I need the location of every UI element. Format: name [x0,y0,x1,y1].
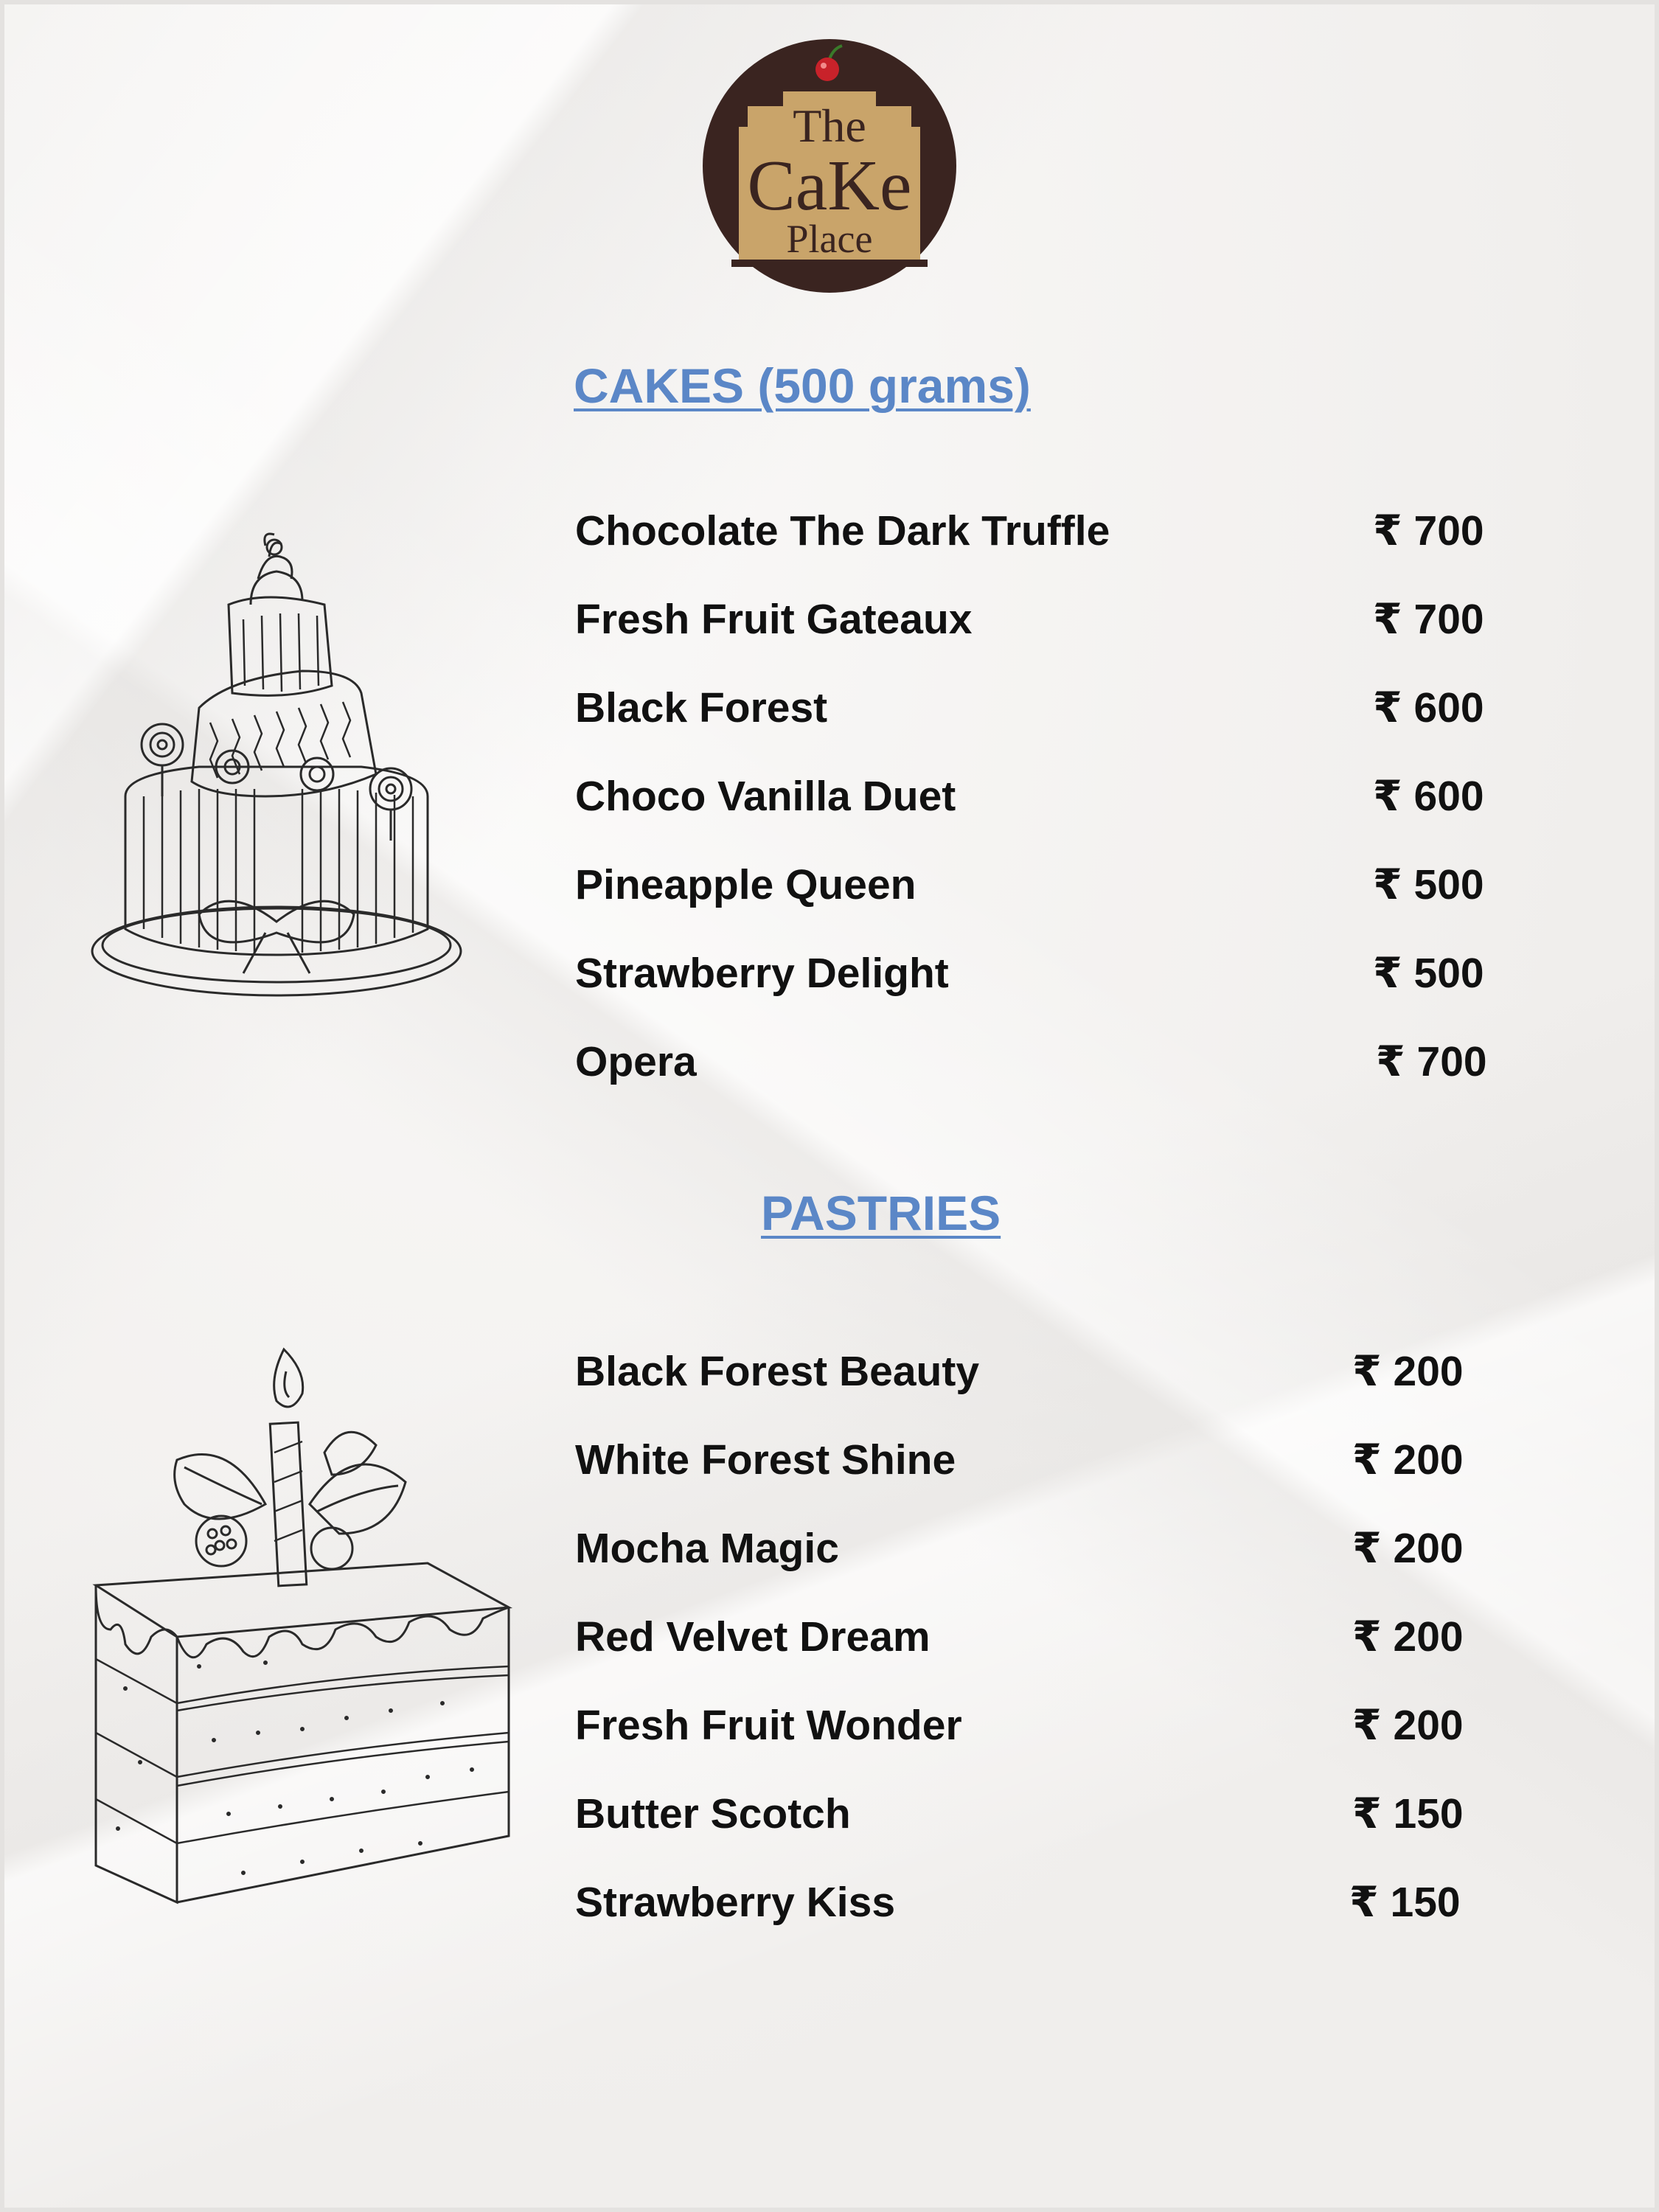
item-name: Butter Scotch [575,1790,851,1837]
menu-item [575,1430,1504,1489]
logo-line2: CaKe [747,146,912,226]
item-name: Strawberry Delight [575,950,949,997]
tiered-cake-sketch-icon [81,531,472,1010]
item-price: ₹ 500 [1373,861,1484,908]
logo-line3: Place [786,217,873,261]
item-price: ₹ 700 [1376,1038,1487,1085]
item-price: ₹ 700 [1373,507,1484,554]
item-price: ₹ 600 [1373,684,1484,731]
item-name: Fresh Fruit Gateaux [575,596,973,643]
item-price: ₹ 150 [1349,1879,1461,1926]
menu-item [575,1696,1504,1755]
item-name: Mocha Magic [575,1525,839,1572]
item-name: Pineapple Queen [575,861,917,908]
item-name: Chocolate The Dark Truffle [575,507,1110,554]
item-name: Red Velvet Dream [575,1613,931,1660]
menu-item [575,678,1504,737]
item-price: ₹ 200 [1352,1348,1464,1395]
item-name: Black Forest [575,684,828,731]
item-price: ₹ 500 [1373,950,1484,997]
item-name: White Forest Shine [575,1436,956,1484]
item-price: ₹ 600 [1373,773,1484,820]
item-price: ₹ 700 [1373,596,1484,643]
item-name: Strawberry Kiss [575,1879,896,1926]
menu-item [575,944,1504,1003]
item-price: ₹ 200 [1352,1702,1464,1749]
cakes-heading: CAKES (500 grams) [574,358,1031,413]
cake-place-logo [702,38,957,293]
item-price: ₹ 200 [1352,1613,1464,1660]
pastry-slice-sketch-icon [81,1320,524,1910]
menu-item [575,1784,1504,1843]
item-price: ₹ 150 [1352,1790,1464,1837]
menu-item [575,1519,1504,1578]
item-name: Choco Vanilla Duet [575,773,956,820]
logo-line1: The [793,100,866,152]
item-name: Opera [575,1038,697,1085]
menu-item [575,767,1504,826]
pastries-heading: PASTRIES [761,1186,1001,1240]
menu-item [575,590,1504,649]
menu-item [575,1342,1504,1401]
menu-item [575,855,1504,914]
menu-item [575,1873,1504,1932]
item-name: Fresh Fruit Wonder [575,1702,962,1749]
menu-item [575,1032,1504,1091]
item-price: ₹ 200 [1352,1525,1464,1572]
item-price: ₹ 200 [1352,1436,1464,1484]
menu-item [575,501,1504,560]
item-name: Black Forest Beauty [575,1348,980,1395]
menu-item [575,1607,1504,1666]
